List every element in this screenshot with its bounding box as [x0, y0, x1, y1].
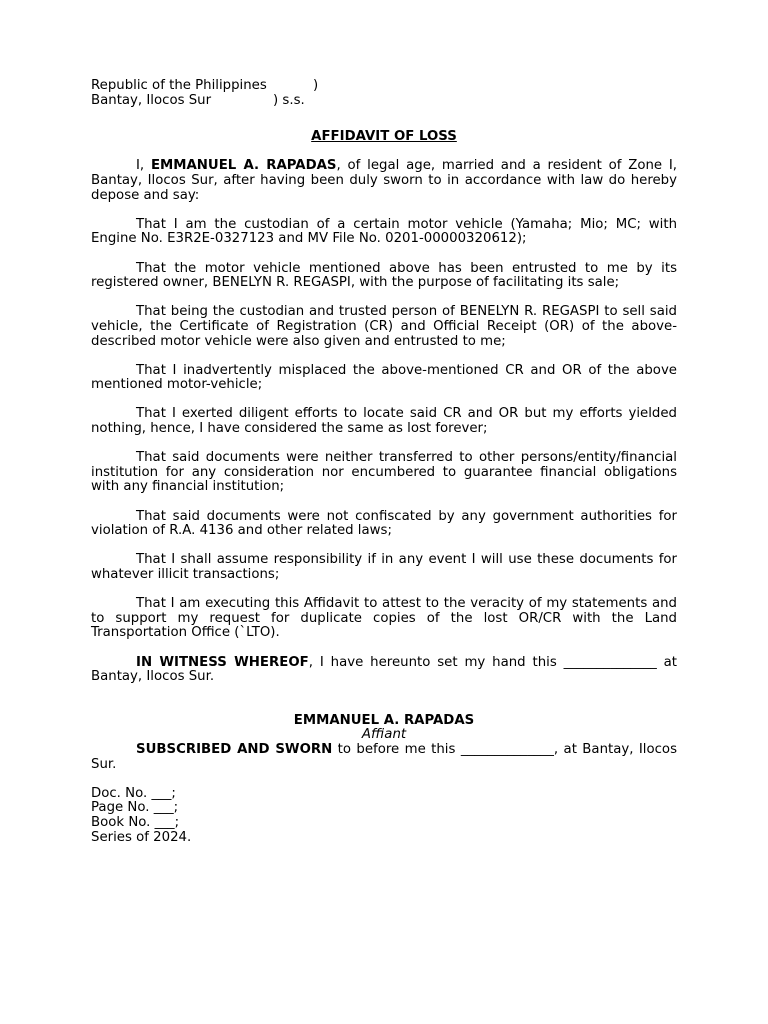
- intro-prefix: I,: [136, 158, 151, 174]
- affiant-signature-block: [91, 714, 677, 743]
- statement-paragraph: That being the custodian and trusted person of BENELYN R. REGASPI to sell said vehicle, the Certificate of Registration (CR) and Official Receipt (OR) of the above-described motor vehicle were also given and entrusted to me;: [91, 304, 677, 349]
- venue-line-municipality: [91, 94, 677, 109]
- venue-block: [91, 79, 677, 108]
- venue-country-mark: ): [313, 78, 319, 93]
- venue-line-country: [91, 79, 677, 94]
- witness-heading: IN WITNESS WHEREOF: [136, 654, 309, 670]
- witness-paragraph: [91, 656, 677, 685]
- statement-paragraph: That I am executing this Affidavit to attest to the veracity of my statements and to support my request for duplicate copies of the lost OR/CR with the Land Transportation Office (`LTO).: [91, 596, 677, 641]
- document-title: AFFIDAVIT OF LOSS: [311, 129, 457, 145]
- jurat-rest: to before me this ______________, at Bantay, Ilocos Sur.: [91, 741, 677, 772]
- notarial-series: Series of 2024.: [91, 829, 192, 845]
- statement-paragraph: That said documents were neither transferred to other persons/entity/financial institution for any consideration nor encumbered to guarantee financial obligations with any financial institution;: [91, 450, 677, 495]
- intro-paragraph: [91, 159, 677, 203]
- venue-country: Republic of the Philippines: [91, 78, 267, 93]
- statement-paragraph: That said documents were not confiscated by any government authorities for violation of R.A. 4136 and other related laws;: [91, 508, 677, 539]
- statement-paragraph: That I inadvertently misplaced the above-mentioned CR and OR of the above mentioned motor-vehicle;: [91, 362, 677, 393]
- venue-municipality: Bantay, Ilocos Sur: [91, 92, 212, 108]
- notarial-book-no: Book No. ___;: [91, 814, 180, 830]
- statement-paragraph: That the motor vehicle mentioned above has been entrusted to me by its registered owner, BENELYN R. REGASPI, with the purpose of facilitating its sale;: [91, 260, 677, 291]
- jurat-heading: SUBSCRIBED AND SWORN: [136, 741, 333, 757]
- intro-rest: , of legal age, married and a resident of Zone I, Bantay, Ilocos Sur, after having been duly sworn to in accordance with law do hereby depose and say:: [91, 158, 678, 203]
- venue-municipality-mark: ) s.s.: [273, 92, 305, 108]
- witness-rest: , I have hereunto set my hand this ______________ at Bantay, Ilocos Sur.: [91, 654, 677, 685]
- notarial-page-no: Page No. ___;: [91, 800, 179, 816]
- affiant-name-inline: EMMANUEL A. RAPADAS: [150, 158, 337, 174]
- affiant-role: Affiant: [361, 727, 407, 743]
- notarial-doc-no: Doc. No. ___;: [91, 785, 176, 801]
- statement-paragraph: That I am the custodian of a certain motor vehicle (Yamaha; Mio; MC; with Engine No. E3R2E-0327123 and MV File No. 0201-00000320612);: [91, 216, 677, 247]
- document-body: [91, 79, 677, 845]
- statement-paragraph: That I shall assume responsibility if in any event I will use these documents for whatever illicit transactions;: [91, 552, 677, 582]
- statement-paragraph: That I exerted diligent efforts to locate said CR and OR but my efforts yielded nothing, hence, I have considered the same as lost forever;: [91, 406, 677, 437]
- jurat-paragraph: [91, 743, 677, 772]
- notarial-register: [91, 787, 677, 845]
- affiant-name: EMMANUEL A. RAPADAS: [293, 712, 475, 728]
